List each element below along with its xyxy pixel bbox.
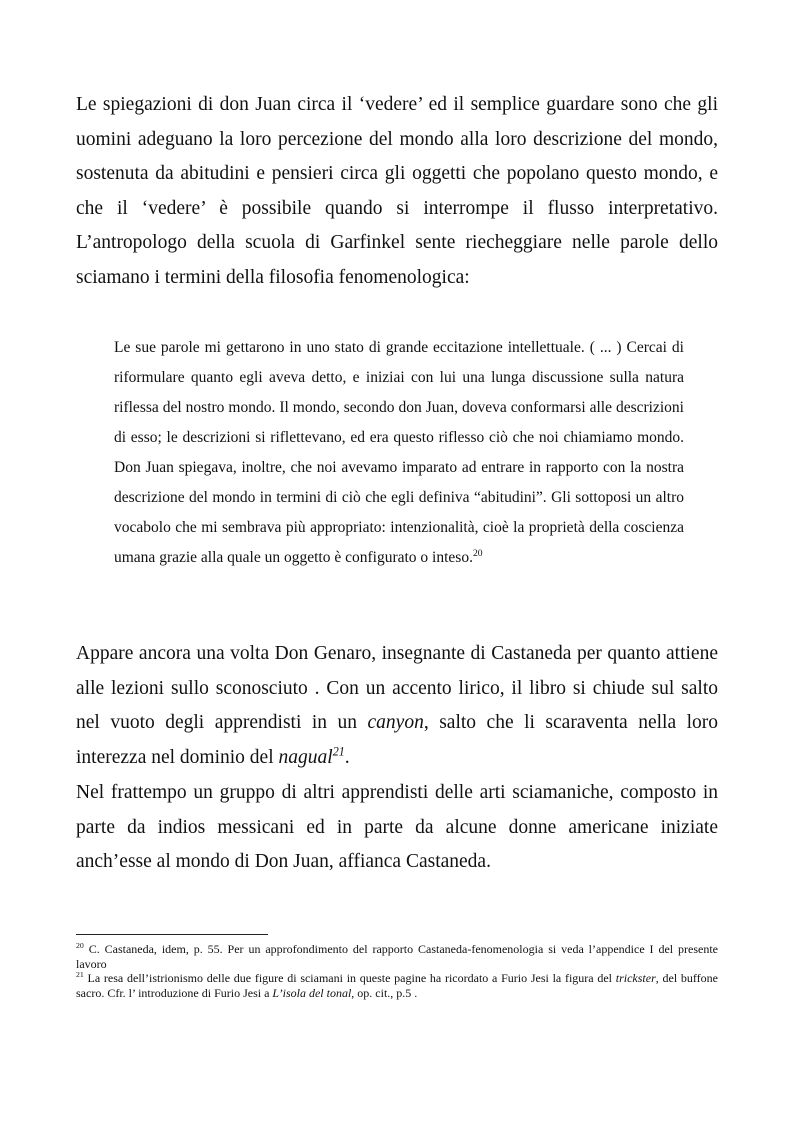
- footnotes: [76, 942, 718, 1000]
- body-paragraph-3: Nel frattempo un gruppo di altri apprendisti delle arti sciamaniche, composto in parte da indios messicani ed in parte da alcune donne americane iniziate anch’esse al mondo di Don Juan, affianca Castaneda.: [76, 782, 718, 872]
- footnote-21: [76, 971, 718, 1000]
- footnote-ref-21[interactable]: 21: [332, 744, 345, 758]
- term-trickster: trickster: [615, 971, 656, 985]
- paragraph-2-text-c: .: [344, 746, 350, 768]
- footnote-20-text: C. Castaneda, idem, p. 55. Per un approfondimento del rapporto Castaneda-fenomenologia si veda l’appendice I del presente lavoro: [76, 942, 718, 971]
- footnote-21-text-c: , op. cit., p.5 .: [351, 985, 418, 1000]
- footnote-20-number: 20: [76, 941, 84, 950]
- footnote-21-text-a: La resa dell’istrionismo delle due figure di sciamani in queste pagine ha ricordato a Furio Jesi la figura del: [83, 971, 616, 985]
- quote-text: Le sue parole mi gettarono in uno stato di grande eccitazione intellettuale. ( ... ) Cercai di riformulare quanto egli aveva detto, e iniziai con lui una lunga discussione sulla natura riflessa del nostro mondo. Il mondo, secondo don Juan, doveva conformarsi alle descrizioni di esso; le descrizioni si riflettevano, ed era questo riflesso ciò che noi chiamiamo mondo. Don Juan spiegava, inoltre, che noi avevamo imparato ad entrare in rapporto con la nostra descrizione del mondo in termini di ciò che egli definiva “abitudini”. Gli sottoposi un altro vocabolo che mi sembrava più appropriato: intenzionalità, cioè la proprietà della coscienza umana grazie alla quale un oggetto è configurato o inteso.: [114, 339, 684, 566]
- block-quote: [114, 333, 684, 573]
- term-canyon: canyon: [367, 712, 424, 733]
- footnote-ref-20[interactable]: 20: [472, 547, 483, 559]
- paragraph-2-text-a: Appare ancora una volta Don Genaro, insegnante di Castaneda per quanto attiene alle lezioni sullo sconosciuto . Con un accento lirico, il libro si chiude sul salto nel vuoto degli apprendisti in un: [76, 643, 718, 733]
- footnote-21-text-b: , del buffone sacro. Cfr. l’ introduzione di Furio Jesi a: [76, 971, 719, 1000]
- body-paragraph-1: Le spiegazioni di don Juan circa il ‘vedere’ ed il semplice guardare sono che gli uomini adeguano la loro percezione del mondo alla loro descrizione del mondo, sostenuta da abitudini e pensieri circa gli oggetti che popolano questo mondo, e che il ‘vedere’ è possibile quando si interrompe il flusso interpretativo. L’antropologo della scuola di Garfinkel sente riecheggiare nelle parole dello sciamano i termini della filosofia fenomenologica:: [76, 94, 718, 288]
- term-nagual: nagual$^{21}$: [278, 744, 345, 768]
- footnote-20: [76, 942, 718, 971]
- footnote-21-number: 21: [76, 970, 84, 979]
- paragraph-2-text-b: , salto che li scaraventa nella loro interezza nel dominio del: [76, 712, 719, 768]
- body-paragraph-2: [76, 637, 718, 775]
- book-title: L’isola del tonal: [272, 985, 352, 1000]
- footnote-separator: [76, 934, 268, 935]
